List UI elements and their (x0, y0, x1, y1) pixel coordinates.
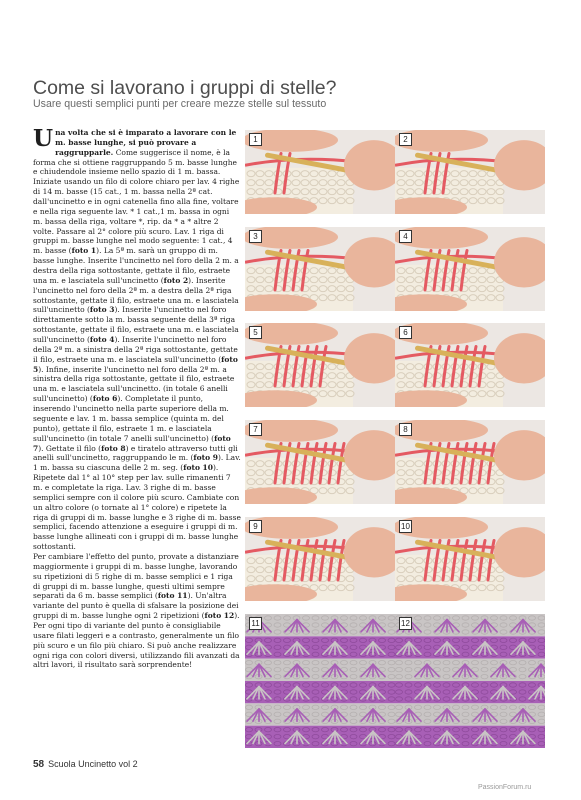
photo-5 (245, 323, 395, 407)
photo-number: 7 (249, 423, 262, 436)
photo-number: 2 (399, 133, 412, 146)
photo-number: 11 (249, 617, 262, 630)
photo-number: 10 (399, 520, 412, 533)
photo-number: 8 (399, 423, 412, 436)
photo-10 (395, 517, 545, 601)
magazine-name: Scuola Uncinetto vol 2 (48, 759, 138, 769)
page-footer (33, 759, 138, 770)
drop-cap: U (33, 125, 54, 152)
photo-9 (245, 517, 395, 601)
photo-number: 3 (249, 230, 262, 243)
lead-text: na volta che si è imparato a lavorare con le m. basse lunghe, si può provare a raggrupparle. (55, 128, 237, 157)
photo-number: 12 (399, 617, 412, 630)
page-title: Come si lavorano i gruppi di stelle? (33, 77, 337, 99)
article-body (33, 125, 241, 670)
photo-number: 5 (249, 326, 262, 339)
photo-1 (245, 130, 395, 214)
page-subtitle: Usare questi semplici punti per creare mezze stelle sul tessuto (33, 98, 327, 110)
photo-8 (395, 420, 545, 504)
photo-6 (395, 323, 545, 407)
paragraph-tips: Per ogni tipo di variante del punto è consigliabile usare filati leggeri e a contrasto, generalmente un filo più scuro e un filo più chiaro. Si può anche realizzare ogni riga con colori diversi, utilizzando fili avanzati da altri lavori, il risultato sarà sorprendente! (33, 620, 240, 670)
paragraph-intro: Una volta che si è imparato a lavorare con le m. basse lunghe, si può provare a raggrupparle. Come suggerisce il nome, è la forma che si ottiene raggruppando 5 m. basse lunghe e chiudendole insieme nello spazio di 1 m. bassa. Iniziate usando un filo di colore chiaro per lav. 4 righe di 14 m. basse (15 cat., 1 m. bassa nella 2ª cat. dall'uncinetto e in ogni catenella fino alla fine, voltare e nella riga seguente lav. * 1 cat.,1 m. bassa in ogni m. bassa della riga, voltare *, rip. da * a * altre 2 volte. Passare al 2° colore più scuro. Lav. 1 riga di gruppi m. basse lunghe nel modo seguente: 1 cat., 4 m. basse (foto 1). La 5ª m. sarà un gruppo di m. basse lunghe. Inserite l'uncinetto nel foro della 2 m. a destra della riga sottostante, gettate il filo, estraete una m. e lasciatela sull'uncinetto (foto 2). Inserite l'uncinetto nel foro della 2ª m. a destra della 2ª riga sottostante, gettate il filo, estraete una m. e lasciatela sull'uncinetto (foto 3). Inserite l'uncinetto nel foro direttamente sotto la m. bassa seguente della 3ª riga sottostante, gettate il filo, estraete una m. e lasciatela sull'uncinetto (foto 4). Inserite l'uncinetto nel foro della 2ª m. a sinistra della 2ª riga sottostante, gettate il filo, estraete una m. e lasciatela sull'uncinetto (foto 5). Infine, inserite l'uncinetto nel foro della 2ª m. a sinistra della riga sottostante, gettate il filo, estraete una m. e lasciatela sull'uncinetto. (in totale 6 anelli sull'uncinetto) (foto 6). Completate il punto, inserendo l'uncinetto nella parte superiore della m. seguente e lav. 1 m. bassa semplice (quinta m. del punto), gettate il filo, estraete 1 m. e lasciatela sull'uncinetto (in totale 7 anelli sull'uncinetto) (foto 7). Gettate il filo (foto 8) e tiratelo attraverso tutti gli anelli sull'uncinetto, raggruppando le m. (foto 9). Lav. 1 m. bassa su ciascuna delle 2 m. seg. (foto 10). Ripetete dal 1° al 10° step per lav. sulle rimanenti 7 m. e completate la riga. Lav. 3 righe di m. basse semplici sempre con il colore più scuro. Cambiate con un altro colore (o tornate al 1° colore) e ripetete la riga di gruppi di m. basse lunghe e 3 righe di m. basse semplici, facendo attenzione a eseguire i gruppi di m. basse lunghe allineati con i gruppi di m. basse lunghe sottostanti. (33, 125, 241, 552)
photo-number: 4 (399, 230, 412, 243)
photo-number: 6 (399, 326, 412, 339)
photo-number: 9 (249, 520, 262, 533)
photo-3 (245, 227, 395, 311)
photo-7 (245, 420, 395, 504)
paragraph-variants: Per cambiare l'effetto del punto, provate a distanziare maggiormente i gruppi di m. basse lunghe, lavorando su ripetizioni di 5 righe di m. basse semplici e 1 riga di gruppi di m. basse lunghe, questi ultimi sempre separati da 6 m. basse semplici (foto 11). Un'altra variante del punto è quella di sfalsare la posizione dei gruppi di m. basse lunghe ogni 2 ripetizioni (foto 12). (33, 551, 240, 621)
photo-12 (395, 614, 545, 748)
page-number: 58 (33, 759, 45, 770)
photo-number: 1 (249, 133, 262, 146)
photo-4 (395, 227, 545, 311)
photo-2 (395, 130, 545, 214)
watermark: PassionForum.ru (478, 784, 532, 791)
photo-11 (245, 614, 395, 748)
